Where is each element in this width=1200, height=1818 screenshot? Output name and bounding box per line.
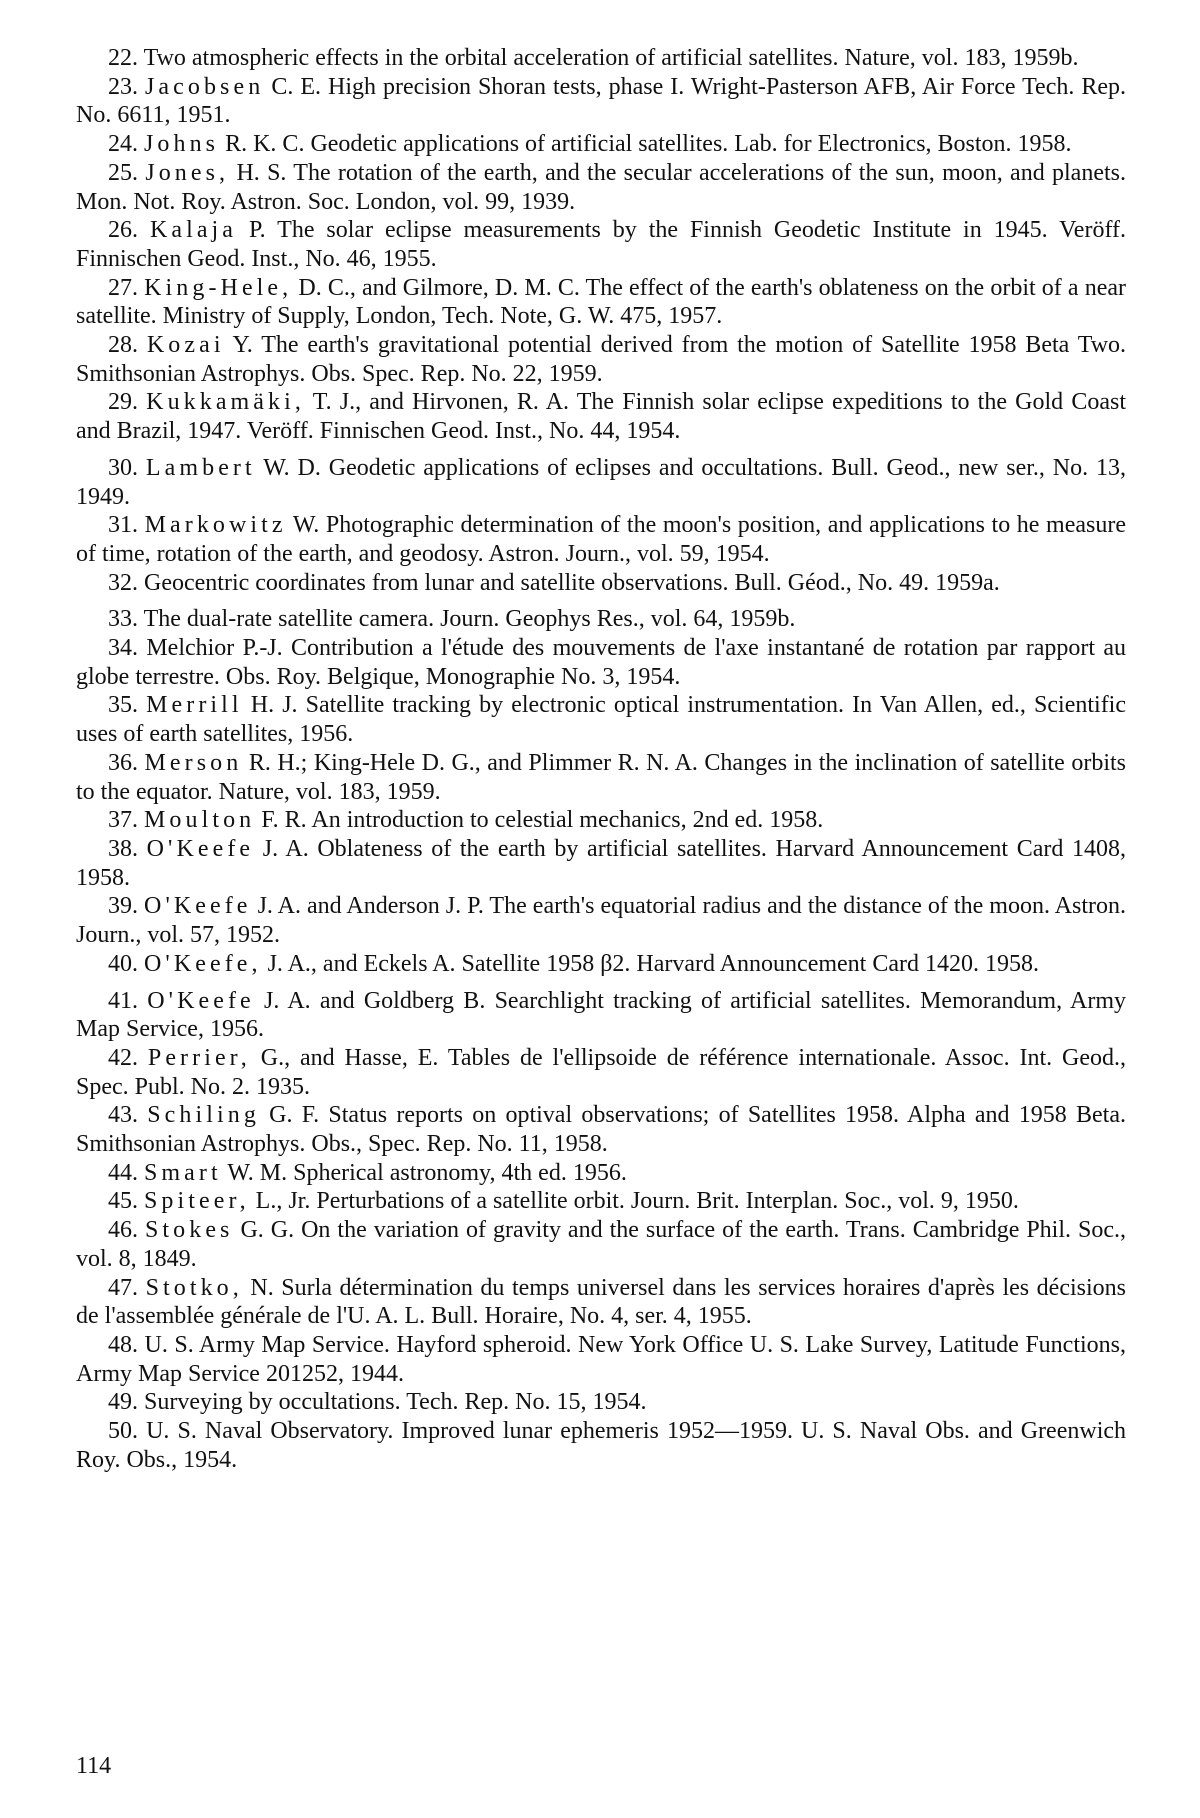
reference-number: 24.	[108, 131, 138, 158]
reference-number: 25.	[108, 159, 138, 186]
reference-text: J. A., and Eckels A. Satellite 1958 β2. Harvard Announcement Card 1420. 1958.	[267, 950, 1039, 977]
reference-entry	[76, 1417, 1126, 1474]
reference-text: T. J., and Hirvonen, R. A. The Finnish solar eclipse expeditions to the Gold Coast and Brazil, 1947. Veröff. Finnischen Geod. Inst., No. 44, 1954.	[76, 389, 1126, 445]
reference-number: 30.	[108, 454, 138, 481]
reference-entry	[76, 1159, 1126, 1188]
reference-author: Spiteer,	[144, 1188, 250, 1215]
reference-number: 45.	[108, 1188, 138, 1215]
reference-number: 31.	[108, 512, 138, 539]
reference-text: Geocentric coordinates from lunar and satellite observations. Bull. Géod., No. 49. 1959a.	[144, 569, 1000, 596]
reference-entry	[76, 1101, 1126, 1158]
reference-entry	[76, 569, 1126, 598]
reference-text: L., Jr. Perturbations of a satellite orbit. Journ. Brit. Interplan. Soc., vol. 9, 1950.	[255, 1188, 1019, 1215]
reference-text: P. The solar eclipse measurements by the Finnish Geodetic Institute in 1945. Veröff. Finnischen Geod. Inst., No. 46, 1955.	[76, 217, 1127, 272]
reference-number: 33.	[108, 606, 138, 633]
reference-number: 37.	[108, 807, 138, 834]
reference-number: 42.	[108, 1044, 138, 1071]
reference-text: G. G. On the variation of gravity and the surface of the earth. Trans. Cambridge Phil. Soc., vol. 8, 1849.	[76, 1217, 1127, 1272]
reference-entry	[76, 634, 1126, 691]
reference-number: 50.	[108, 1418, 138, 1445]
reference-text: F. R. An introduction to celestial mechanics, 2nd ed. 1958.	[261, 807, 824, 834]
reference-entry	[76, 274, 1126, 331]
reference-author: Stotko,	[145, 1274, 243, 1301]
reference-entry	[76, 1216, 1126, 1273]
reference-author: O'Keefe	[147, 987, 255, 1014]
reference-entry	[76, 749, 1126, 806]
reference-text: H. J. Satellite tracking by electronic optical instrumentation. In Van Allen, ed., Scientific uses of earth satellites, 1956.	[76, 692, 1127, 748]
page-number: 114	[76, 1753, 112, 1779]
reference-text: Two atmospheric effects in the orbital acceleration of artificial satellites. Nature, vol. 183, 1959b.	[143, 45, 1079, 71]
reference-number: 23.	[108, 73, 138, 100]
reference-entry	[76, 1388, 1126, 1417]
reference-entry	[76, 216, 1126, 273]
reference-text: C. E. High precision Shoran tests, phase I. Wright-Pasterson AFB, Air Force Tech. Rep. No. 6611, 1951.	[76, 73, 1127, 129]
reference-author: O'Keefe	[146, 835, 255, 862]
reference-author: King-Hele,	[144, 274, 293, 301]
reference-number: 39.	[108, 893, 138, 920]
reference-number: 26.	[108, 217, 138, 244]
reference-number: 43.	[108, 1102, 138, 1129]
reference-entry	[76, 806, 1126, 835]
reference-entry	[76, 159, 1126, 216]
reference-author: Markowitz	[144, 512, 287, 539]
reference-text: U. S. Naval Observatory. Improved lunar ephemeris 1952—1959. U. S. Naval Obs. and Greenwich Roy. Obs., 1954.	[76, 1418, 1127, 1473]
reference-author: Schiling	[147, 1102, 260, 1129]
reference-number: 29.	[108, 389, 138, 416]
reference-author: Jones,	[145, 159, 230, 186]
reference-entry	[76, 605, 1126, 634]
reference-text: R. H.; King-Hele D. G., and Plimmer R. N. A. Changes in the inclination of satellite orbits to the equator. Nature, vol. 183, 1959.	[76, 749, 1126, 805]
reference-text: G. F. Status reports on optival observations; of Satellites 1958. Alpha and 1958 Beta. Smithsonian Astrophys. Obs., Spec. Rep. No. 11, 1958.	[76, 1102, 1127, 1158]
reference-entry	[76, 454, 1126, 511]
reference-text: R. K. C. Geodetic applications of artificial satellites. Lab. for Electronics, Boston. 1958.	[225, 131, 1072, 158]
reference-author: Smart	[144, 1159, 222, 1186]
reference-author: Merrill	[146, 692, 243, 719]
reference-text: H. S. The rotation of the earth, and the secular accelerations of the sun, moon, and planets. Mon. Not. Roy. Astron. Soc. London, vol. 99, 1939.	[76, 159, 1126, 215]
reference-author: Lambert	[145, 454, 256, 481]
reference-author: O'Keefe	[144, 893, 252, 920]
reference-entry	[76, 511, 1126, 568]
reference-entry	[76, 1044, 1126, 1101]
reference-text: J. A. and Goldberg B. Searchlight tracking of artificial satellites. Memorandum, Army Map Service, 1956.	[76, 987, 1126, 1043]
reference-number: 28.	[108, 332, 138, 359]
reference-list	[76, 44, 1126, 1474]
reference-author: Kukkamäki,	[146, 389, 305, 416]
reference-number: 46.	[108, 1217, 138, 1244]
reference-text: G., and Hasse, E. Tables de l'ellipsoide de référence internationale. Assoc. Int. Geod., Spec. Publ. No. 2. 1935.	[76, 1044, 1127, 1100]
reference-author: Stokes	[144, 1217, 234, 1244]
reference-number: 32.	[108, 569, 138, 596]
reference-number: 49.	[108, 1389, 138, 1416]
reference-number: 41.	[108, 987, 138, 1014]
reference-author: Kalaja	[149, 217, 238, 244]
reference-number: 48.	[108, 1331, 138, 1358]
reference-entry	[76, 73, 1126, 130]
reference-entry	[76, 388, 1126, 445]
reference-number: 38.	[108, 835, 138, 862]
reference-text: W. M. Spherical astronomy, 4th ed. 1956.	[227, 1159, 627, 1186]
reference-text: Surveying by occultations. Tech. Rep. No. 15, 1954.	[144, 1389, 647, 1416]
reference-entry	[76, 691, 1126, 748]
reference-entry	[76, 892, 1126, 949]
reference-number: 40.	[108, 950, 138, 977]
reference-entry	[76, 1274, 1126, 1331]
reference-entry	[76, 1331, 1126, 1388]
reference-number: 36.	[108, 749, 138, 776]
reference-text: Y. The earth's gravitational potential derived from the motion of Satellite 1958 Beta Two. Smithsonian Astrophys. Obs. Spec. Rep. No. 22, 1959.	[76, 332, 1127, 387]
reference-text: J. A. and Anderson J. P. The earth's equatorial radius and the distance of the moon. Astron. Journ., vol. 57, 1952.	[76, 893, 1127, 949]
reference-entry	[76, 1187, 1126, 1216]
reference-number: 27.	[108, 274, 138, 301]
reference-text: W. Photographic determination of the moon's position, and applications to he measure of time, rotation of the earth, and geodosy. Astron. Journ., vol. 59, 1954.	[76, 512, 1127, 567]
reference-author: Merson	[144, 749, 243, 776]
reference-entry	[76, 950, 1126, 979]
reference-author: O'Keefe,	[144, 950, 262, 977]
reference-author: Perrier,	[147, 1044, 251, 1071]
reference-number: 47.	[108, 1274, 138, 1301]
reference-text: W. D. Geodetic applications of eclipses and occultations. Bull. Geod., new ser., No. 13, 1949.	[76, 454, 1126, 510]
reference-entry	[76, 835, 1126, 892]
reference-author: Moulton	[144, 807, 256, 834]
reference-text: The dual-rate satellite camera. Journ. Geophys Res., vol. 64, 1959b.	[143, 606, 796, 633]
reference-text: Melchior P.-J. Contribution a l'étude des mouvements de l'axe instantané de rotation par rapport au globe terrestre. Obs. Roy. Belgique, Monographie No. 3, 1954.	[76, 635, 1126, 690]
reference-text: N. Surla détermination du temps universel dans les services horaires d'après les décisions de l'assemblée générale de l'U. A. L. Bull. Horaire, No. 4, ser. 4, 1955.	[76, 1274, 1127, 1330]
reference-author: Kozai	[146, 332, 225, 359]
reference-entry	[76, 331, 1126, 388]
reference-number: 34.	[108, 635, 138, 662]
reference-entry	[76, 987, 1126, 1044]
reference-text: D. C., and Gilmore, D. M. C. The effect of the earth's oblateness on the orbit of a near satellite. Ministry of Supply, London, Tech. Note, G. W. 475, 1957.	[76, 274, 1127, 330]
reference-entry	[76, 130, 1126, 159]
reference-author: Johns	[144, 131, 220, 158]
reference-text: J. A. Oblateness of the earth by artificial satellites. Harvard Announcement Card 1408, 1958.	[76, 835, 1126, 891]
reference-number: 22.	[108, 45, 138, 71]
reference-number: 35.	[108, 692, 138, 719]
reference-author: Jacobsen	[145, 73, 265, 100]
reference-number: 44.	[108, 1159, 138, 1186]
reference-entry	[76, 44, 1126, 73]
reference-text: U. S. Army Map Service. Hayford spheroid. New York Office U. S. Lake Survey, Latitude Functions, Army Map Service 201252, 1944.	[76, 1331, 1126, 1387]
